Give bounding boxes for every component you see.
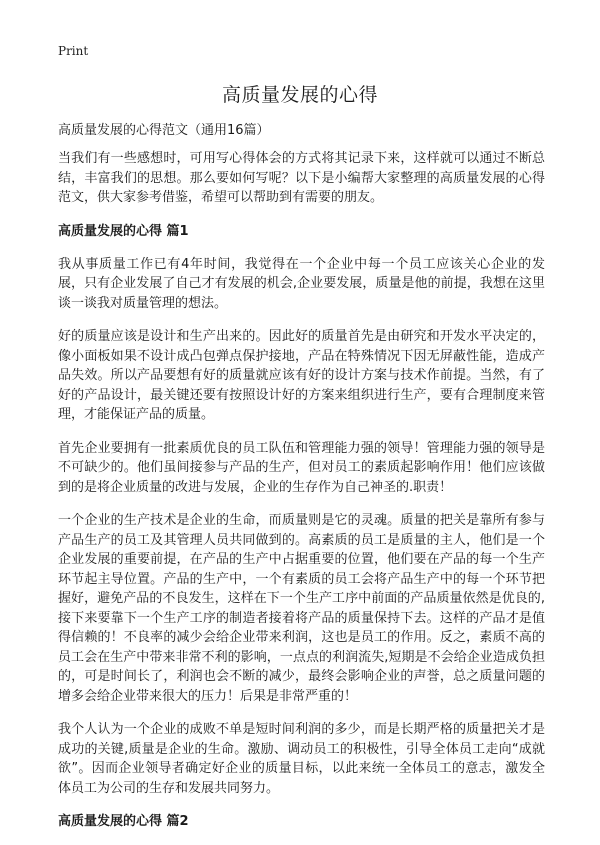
section-1-paragraph-5: 我个人认为一个企业的成败不单是短时间利润的多少，而是长期严格的质量把关才是成功的关键,质量是企业的生命。激励、调动员工的积极性，引导全体员工走向“成就欲”。因而企业领导者确定好企业的质量目标，以此来统一全体员工的意志，激发全体员工为公司的生存和发展共同努力。 xyxy=(58,722,545,796)
intro-paragraph: 当我们有一些感想时，可用写心得体会的方式将其记录下来，这样就可以通过不断总结，丰富我们的思想。那么要如何写呢？以下是小编帮大家整理的高质量发展的心得范文，供大家参考借鉴，希望可以帮助到有需要的朋友。 xyxy=(58,151,545,205)
section-heading-2: 高质量发展的心得 篇2 xyxy=(58,814,189,829)
print-link[interactable]: Print xyxy=(58,44,89,58)
document-subtitle: 高质量发展的心得范文（通用16篇） xyxy=(58,123,270,138)
section-1-paragraph-3: 首先企业要拥有一批素质优良的员工队伍和管理能力强的领导！管理能力强的领导是不可缺少的。他们虽间接参与产品的生产，但对员工的素质起影响作用！他们应该做到的是将企业质量的改进与发展，企业的生存作为自己神圣的.职责！ xyxy=(58,440,545,495)
page-title: 高质量发展的心得 xyxy=(221,84,378,106)
section-1-paragraph-2: 好的质量应该是设计和生产出来的。因此好的质量首先是由研究和开发水平决定的，像小面板如果不设计成凸包弹点保护接地，产品在特殊情况下因无屏蔽性能，造成产品失效。所以产品要想有好的质量就应该有好的设计方案与技术作前提。当然，有了好的产品设计，最关键还要有按照设计好的方案来组织进行生产，要有合理制度来管理，才能保证产品的质量。 xyxy=(58,329,545,422)
section-1-paragraph-4: 一个企业的生产技术是企业的生命，而质量则是它的灵魂。质量的把关是靠所有参与产品生产的员工及其管理人员共同做到的。高素质的员工是质量的主人，他们是一个企业发展的重要前提，在产品的生产中占据重要的位置，他们要在产品的每一个生产环节起主导位置。产品的生产中，一个有素质的员工会将产品生产中的每一个环节把握好，避免产品的不良发生，这样在下一个生产工序中前面的产品质量依然是优良的,接下来要靠下一个生产工序的制造者接着将产品的质量保持下去。这样的产品才是值得信赖的！不良率的减少会给企业带来利润，这也是员工的作用。反之，素质不高的员工会在生产中带来非常不利的影响，一点点的利润流失,短期是不会给企业造成负担的，可是时间长了，利润也会不断的减少，最终会影响企业的声誉，总之质量问题的增多会给企业带来很大的压力！后果是非常严重的！ xyxy=(58,513,545,704)
section-heading-1: 高质量发展的心得 篇1 xyxy=(58,223,189,239)
document-body xyxy=(58,149,545,845)
section-1-paragraph-1: 我从事质量工作已有4年时间，我觉得在一个企业中每一个员工应该关心企业的发展，只有企业发展了自己才有发展的机会,企业要发展，质量是他的前提，我想在这里谈一谈我对质量管理的想法。 xyxy=(58,256,545,311)
